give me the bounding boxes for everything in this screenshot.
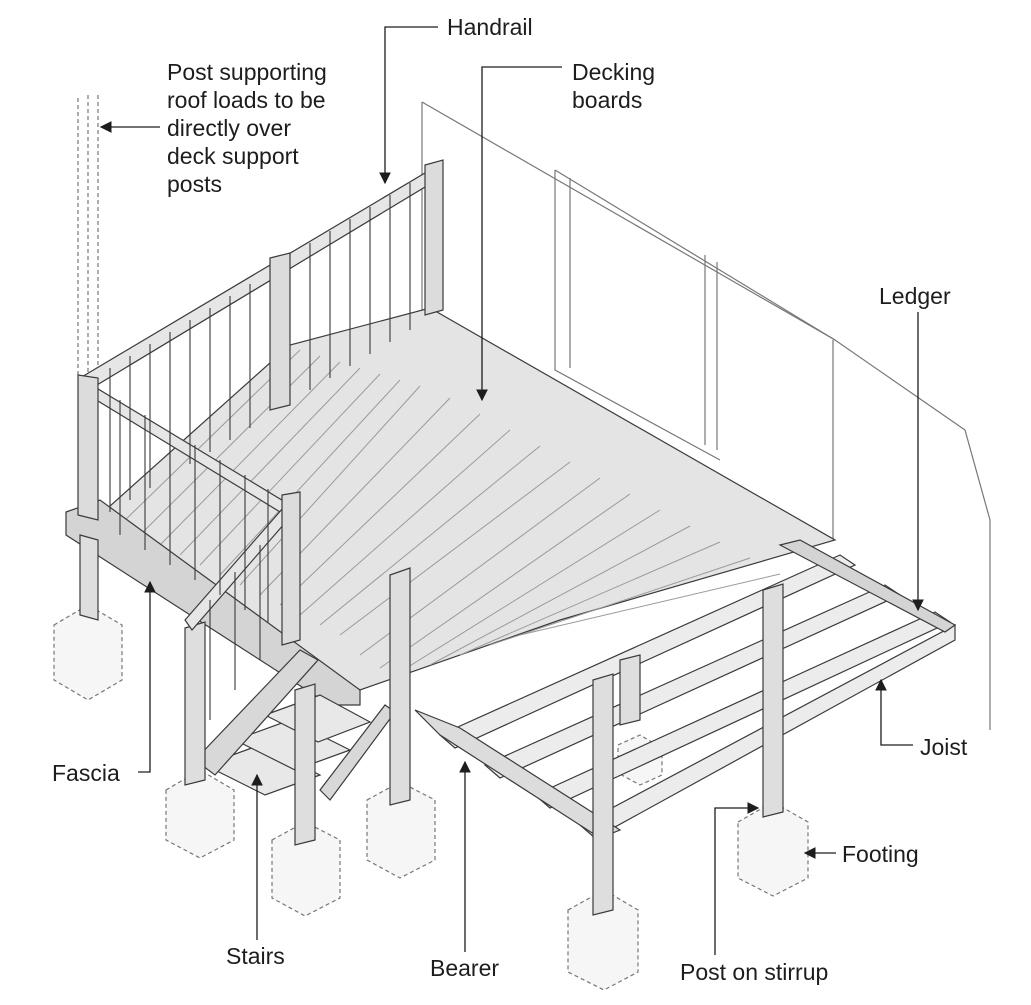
joist-leader xyxy=(881,680,913,745)
roof-post-label-line: roof loads to be xyxy=(167,87,326,113)
roof-post-label-line: Post supporting xyxy=(167,59,327,85)
roof-post-label xyxy=(167,58,327,198)
roof-support-post-dashed xyxy=(78,95,98,375)
roof-post-label-line: deck support xyxy=(167,143,299,169)
bearer-label: Bearer xyxy=(430,955,500,981)
fascia-leader xyxy=(138,582,150,772)
stairs-label: Stairs xyxy=(226,943,285,969)
ledger-label: Ledger xyxy=(879,283,951,309)
handrail-leader xyxy=(385,27,438,183)
joist-label: Joist xyxy=(920,734,968,760)
post-on-stirrup-label: Post on stirrup xyxy=(680,959,829,985)
footing-label: Footing xyxy=(842,841,919,867)
handrail-label: Handrail xyxy=(447,14,533,40)
decking-boards-label-line: Decking xyxy=(572,59,656,85)
decking-boards-label-line: boards xyxy=(572,87,643,113)
fascia-label: Fascia xyxy=(52,760,120,786)
roof-post-label-line: posts xyxy=(167,171,222,197)
roof-post-label-line: directly over xyxy=(167,115,291,141)
decking-boards-label xyxy=(572,58,655,114)
